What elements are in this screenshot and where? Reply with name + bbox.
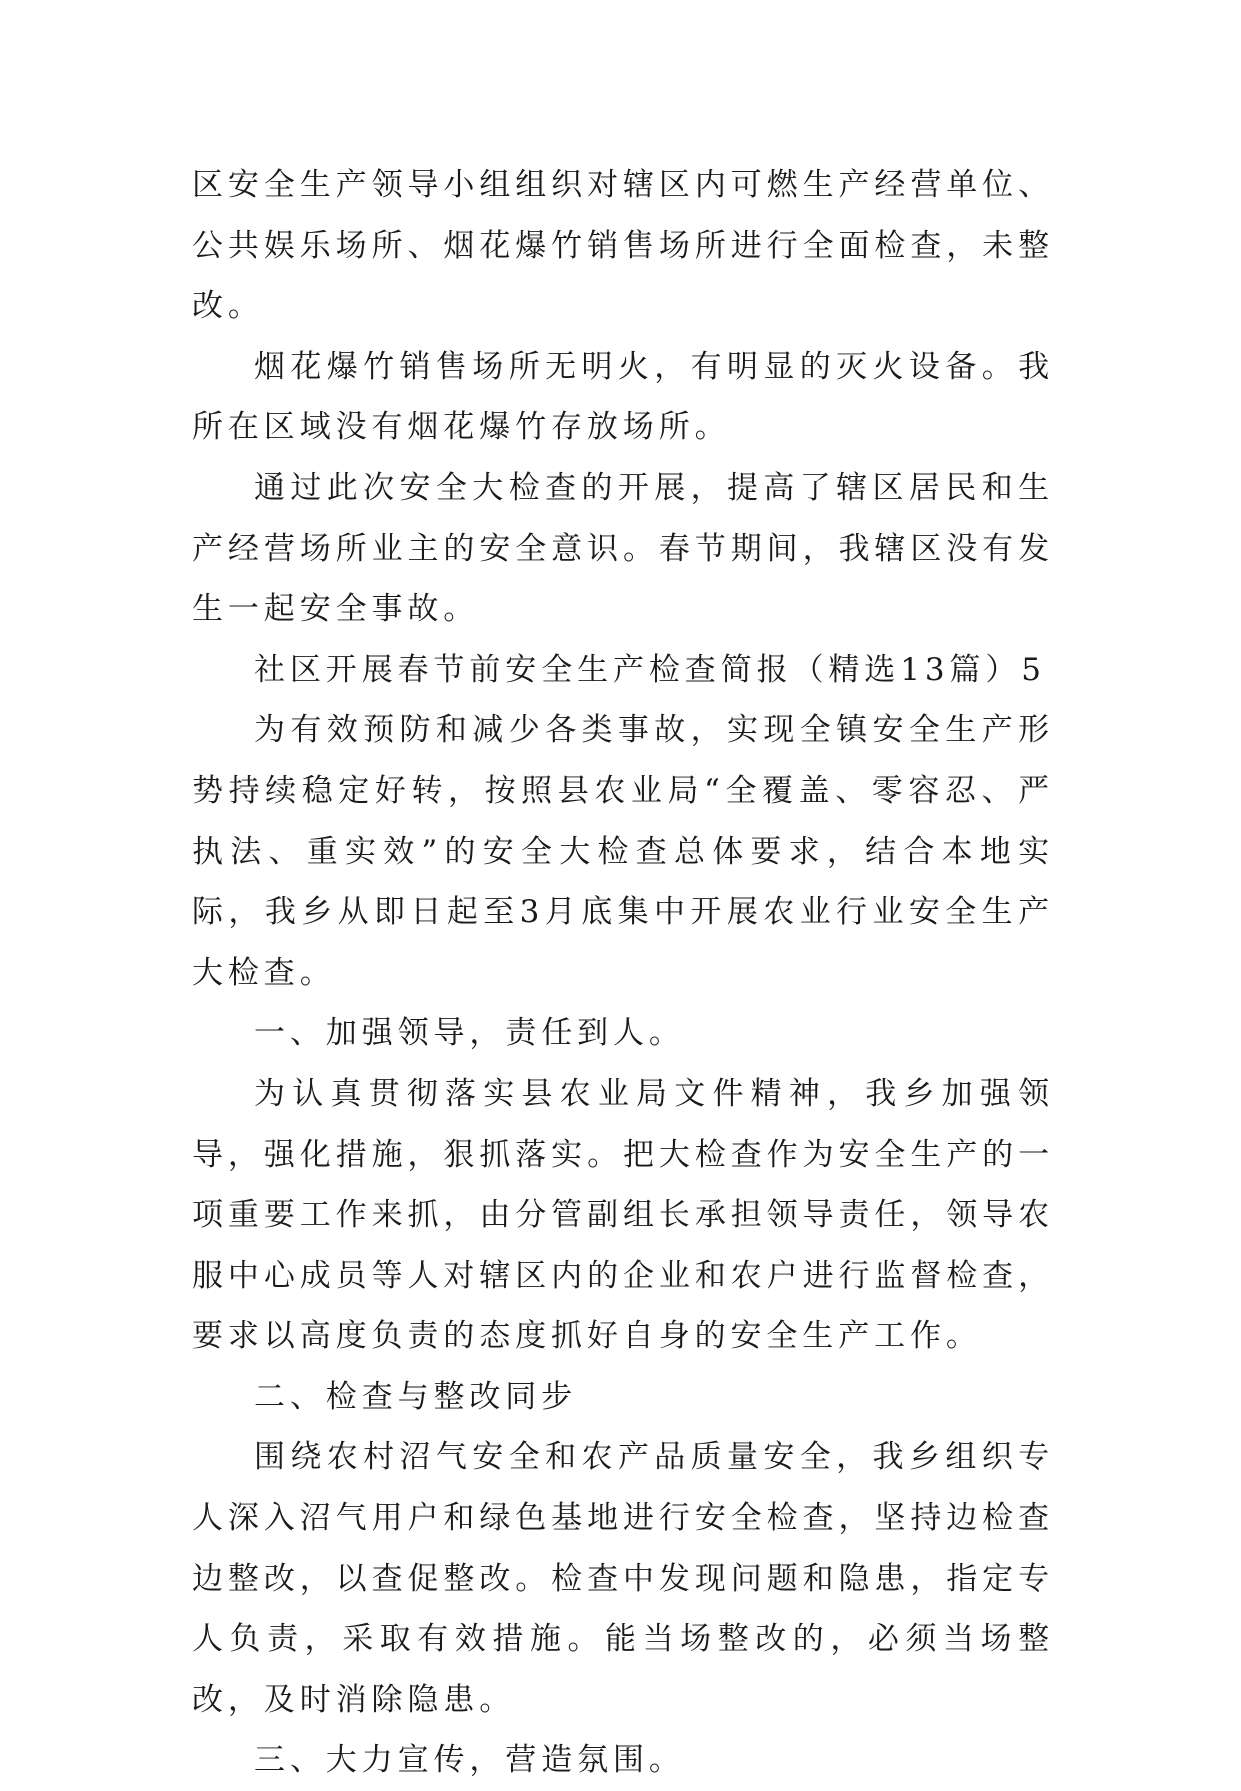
paragraph-2: 烟花爆竹销售场所无明火，有明显的灭火设备。我所在区域没有烟花爆竹存放场所。 — [192, 348, 1054, 446]
heading-2: 二、检查与整改同步 — [254, 1378, 578, 1415]
paragraph-3: 通过此次安全大检查的开展，提高了辖区居民和生产经营场所业主的安全意识。春节期间，我辖区没有发生一起安全事故。 — [192, 469, 1054, 628]
paragraph-heading-2-body: 围绕农村沼气安全和农产品质量安全，我乡组织专人深入沼气用户和绿色基地进行安全检查，坚持边检查边整改，以查促整改。检查中发现问题和隐患，指定专人负责，采取有效措施。能当场整改的，必须当场整改，及时消除隐患。 — [192, 1439, 1054, 1718]
paragraph-heading-1-body: 为认真贯彻落实县农业局文件精神，我乡加强领导，强化措施，狠抓落实。把大检查作为安全生产的一项重要工作来抓，由分管副组长承担领导责任，领导农服中心成员等人对辖区内的企业和农户进行监督检查，要求以高度负责的态度抓好自身的安全生产工作。 — [192, 1075, 1054, 1355]
heading-1: 一、加强领导，责任到人。 — [254, 1015, 685, 1052]
heading-3: 三、大力宣传，营造氛围。 — [254, 1742, 685, 1779]
paragraph-intro: 为有效预防和减少各类事故，实现全镇安全生产形势持续稳定好转，按照县农业局“全覆盖、零容忍、严执法、重实效”的安全大检查总体要求，结合本地实际，我乡从即日起至3月底集中开展农业行业安全生产大检查。 — [192, 712, 1054, 991]
document-body — [192, 155, 1054, 1791]
section-title: 社区开展春节前安全生产检查简报（精选13篇）5 — [254, 651, 1046, 688]
paragraph-1: 区安全生产领导小组组织对辖区内可燃生产经营单位、公共娱乐场所、烟花爆竹销售场所进行全面检查，未整改。 — [192, 167, 1054, 325]
